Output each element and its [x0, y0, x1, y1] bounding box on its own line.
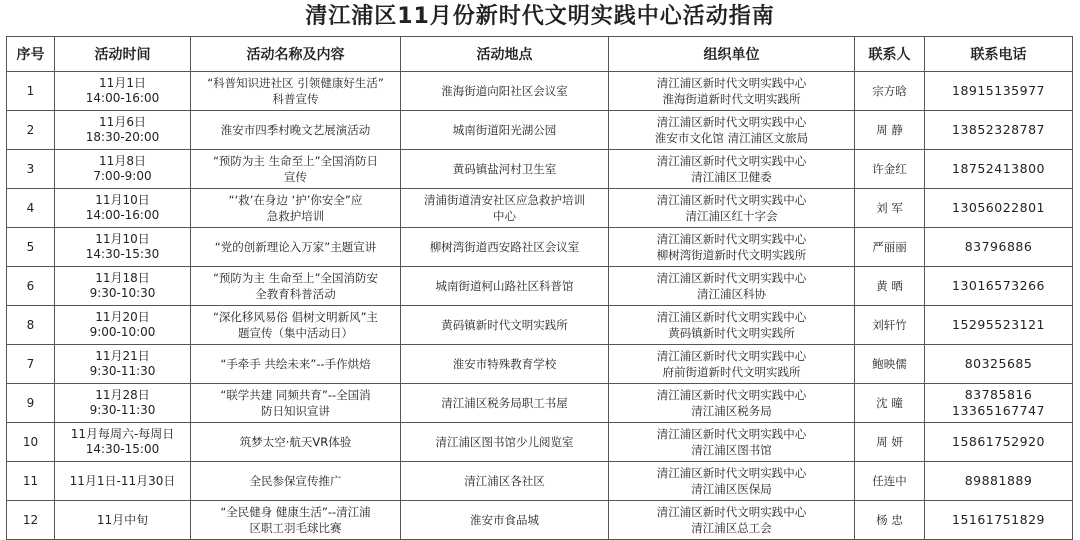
cell-place-line: 黄码镇盐河村卫生室 — [452, 162, 557, 176]
cell-place-line: 城南街道阳光湖公园 — [452, 123, 557, 137]
table-row — [7, 501, 1073, 540]
cell-phone-line: 83785816 — [964, 387, 1033, 402]
cell-phone-line: 89881889 — [964, 473, 1033, 488]
cell-org-line: 清江浦区新时代文明实践中心 — [656, 466, 807, 480]
cell-org — [609, 111, 855, 150]
cell-phone — [925, 462, 1073, 501]
cell-time-line: 9:30-11:30 — [89, 403, 156, 417]
cell-name-line: 全教育科普活动 — [255, 287, 336, 301]
cell-contact: 黄 晒 — [855, 267, 925, 306]
cell-name — [191, 423, 401, 462]
cell-name — [191, 72, 401, 111]
cell-name-line: 科普宣传 — [272, 92, 319, 106]
cell-org — [609, 462, 855, 501]
cell-time-line: 14:30-15:00 — [85, 442, 160, 456]
cell-contact: 许金红 — [855, 150, 925, 189]
cell-time-line: 11月1日 — [99, 76, 146, 90]
cell-name — [191, 384, 401, 423]
cell-name-line: 宣传 — [284, 170, 307, 184]
cell-time-line: 11月20日 — [95, 310, 150, 324]
table-row — [7, 150, 1073, 189]
cell-phone — [925, 501, 1073, 540]
cell-place-line: 清浦街道清安社区应急救护培训 — [424, 193, 585, 207]
cell-name-line: “全民健身 健康生活”--清江浦 — [220, 505, 371, 519]
cell-time-line: 11月21日 — [95, 349, 150, 363]
cell-org-line: 清江浦区卫健委 — [691, 170, 772, 184]
cell-time — [55, 111, 191, 150]
header-place: 活动地点 — [401, 37, 609, 72]
header-contact: 联系人 — [855, 37, 925, 72]
cell-org-line: 清江浦区新时代文明实践中心 — [656, 193, 807, 207]
cell-org-line: 清江浦区税务局 — [691, 404, 772, 418]
header-name: 活动名称及内容 — [191, 37, 401, 72]
table-row — [7, 384, 1073, 423]
cell-place — [401, 189, 609, 228]
cell-name-line: “预防为主 生命至上”全国消防安 — [212, 271, 379, 285]
cell-org-line: 清江浦区新时代文明实践中心 — [656, 388, 807, 402]
cell-time — [55, 423, 191, 462]
header-time: 活动时间 — [55, 37, 191, 72]
table-body — [7, 72, 1073, 540]
cell-phone — [925, 111, 1073, 150]
cell-name-line: 区职工羽毛球比赛 — [249, 521, 342, 535]
table-row — [7, 111, 1073, 150]
cell-no: 11 — [7, 462, 55, 501]
cell-contact: 任连中 — [855, 462, 925, 501]
cell-time — [55, 267, 191, 306]
cell-time-line: 9:30-11:30 — [89, 364, 156, 378]
cell-org-line: 清江浦区总工会 — [691, 521, 772, 535]
cell-org-line: 柳树湾街道新时代文明实践所 — [656, 248, 807, 262]
cell-org — [609, 384, 855, 423]
cell-place — [401, 423, 609, 462]
cell-org — [609, 267, 855, 306]
cell-contact: 周 静 — [855, 111, 925, 150]
table-row — [7, 345, 1073, 384]
cell-org-line: 清江浦区红十字会 — [685, 209, 778, 223]
cell-time-line: 9:30-10:30 — [89, 286, 156, 300]
cell-phone-line: 13056022801 — [952, 200, 1045, 215]
header-row — [7, 37, 1073, 72]
cell-org-line: 清江浦区医保局 — [691, 482, 772, 496]
cell-contact: 刘 军 — [855, 189, 925, 228]
cell-no: 1 — [7, 72, 55, 111]
cell-place-line: 淮安市特殊教育学校 — [452, 357, 557, 371]
header-org: 组织单位 — [609, 37, 855, 72]
cell-time-line: 11月每周六-每周日 — [70, 427, 175, 441]
cell-place — [401, 72, 609, 111]
cell-name — [191, 501, 401, 540]
cell-contact: 刘轩竹 — [855, 306, 925, 345]
cell-name — [191, 345, 401, 384]
cell-time-line: 18:30-20:00 — [85, 130, 160, 144]
cell-phone-line: 15295523121 — [952, 317, 1045, 332]
cell-name — [191, 228, 401, 267]
cell-time — [55, 462, 191, 501]
cell-name-line: 急救护培训 — [266, 209, 325, 223]
cell-place-line: 黄码镇新时代文明实践所 — [441, 318, 568, 332]
cell-time-line: 11月10日 — [95, 193, 150, 207]
cell-place — [401, 267, 609, 306]
cell-time-line: 11月18日 — [95, 271, 150, 285]
cell-time-line: 14:00-16:00 — [85, 208, 160, 222]
cell-place — [401, 384, 609, 423]
cell-place-line: 清江浦区各社区 — [464, 474, 545, 488]
cell-no: 5 — [7, 228, 55, 267]
cell-org — [609, 306, 855, 345]
cell-name — [191, 111, 401, 150]
cell-phone — [925, 72, 1073, 111]
cell-place-line: 清江浦区图书馆少儿阅览室 — [435, 435, 574, 449]
cell-phone-line: 15161751829 — [952, 512, 1045, 527]
cell-name — [191, 306, 401, 345]
activity-table — [6, 36, 1073, 540]
cell-name-line: 筑梦太空·航天VR体验 — [239, 435, 352, 449]
table-row — [7, 423, 1073, 462]
cell-phone-line: 83796886 — [964, 239, 1033, 254]
cell-phone-line: 18915135977 — [952, 83, 1045, 98]
cell-org — [609, 150, 855, 189]
cell-name-line: 全民参保宣传推广 — [249, 474, 342, 488]
cell-org-line: 清江浦区新时代文明实践中心 — [656, 310, 807, 324]
cell-phone — [925, 306, 1073, 345]
cell-phone-line: 13016573266 — [952, 278, 1045, 293]
cell-time-line: 11月8日 — [99, 154, 146, 168]
cell-phone — [925, 384, 1073, 423]
table-row — [7, 228, 1073, 267]
cell-name-line: “‘救’在身边 ‘护’你安全”应 — [228, 193, 363, 207]
cell-time — [55, 501, 191, 540]
cell-time-line: 14:00-16:00 — [85, 91, 160, 105]
cell-place-line: 柳树湾街道西安路社区会议室 — [429, 240, 580, 254]
cell-org-line: 清江浦区新时代文明实践中心 — [656, 349, 807, 363]
cell-place-line: 淮海街道向阳社区会议室 — [441, 84, 568, 98]
table-row — [7, 72, 1073, 111]
cell-phone — [925, 228, 1073, 267]
cell-name-line: “联学共建 同频共育”--全国消 — [220, 388, 371, 402]
cell-no: 7 — [7, 345, 55, 384]
cell-contact: 沈 曈 — [855, 384, 925, 423]
cell-name — [191, 189, 401, 228]
cell-contact: 杨 忠 — [855, 501, 925, 540]
cell-name-line: “预防为主 生命至上”全国消防日 — [212, 154, 379, 168]
cell-time-line: 11月10日 — [95, 232, 150, 246]
cell-time — [55, 384, 191, 423]
cell-org — [609, 72, 855, 111]
cell-place-line: 淮安市食品城 — [470, 513, 539, 527]
cell-phone — [925, 150, 1073, 189]
cell-time — [55, 345, 191, 384]
cell-org-line: 清江浦区科协 — [697, 287, 766, 301]
cell-no: 10 — [7, 423, 55, 462]
cell-time-line: 7:00-9:00 — [93, 169, 152, 183]
cell-place — [401, 150, 609, 189]
cell-name — [191, 462, 401, 501]
cell-no: 12 — [7, 501, 55, 540]
header-no: 序号 — [7, 37, 55, 72]
cell-name-line: “手牵手 共绘未来”--手作烘焙 — [220, 357, 371, 371]
cell-no: 8 — [7, 306, 55, 345]
cell-time — [55, 150, 191, 189]
cell-name-line: 淮安市四季村晚文艺展演活动 — [220, 123, 371, 137]
cell-name — [191, 267, 401, 306]
cell-contact: 严丽丽 — [855, 228, 925, 267]
cell-time-line: 11月28日 — [95, 388, 150, 402]
cell-phone — [925, 189, 1073, 228]
cell-contact: 周 妍 — [855, 423, 925, 462]
cell-name-line: “深化移风易俗 倡树文明新风”主 — [212, 310, 379, 324]
cell-phone-line: 18752413800 — [952, 161, 1045, 176]
table-row — [7, 462, 1073, 501]
cell-time-line: 11月中旬 — [96, 512, 149, 527]
cell-phone — [925, 423, 1073, 462]
cell-name-line: “科普知识进社区 引领健康好生活” — [207, 76, 384, 90]
table-row — [7, 189, 1073, 228]
cell-org-line: 清江浦区新时代文明实践中心 — [656, 154, 807, 168]
table-row — [7, 267, 1073, 306]
cell-place — [401, 228, 609, 267]
cell-time — [55, 189, 191, 228]
cell-no: 2 — [7, 111, 55, 150]
cell-place — [401, 306, 609, 345]
cell-org-line: 淮安市文化馆 清江浦区文旅局 — [654, 131, 809, 145]
cell-org-line: 清江浦区图书馆 — [691, 443, 772, 457]
cell-time — [55, 228, 191, 267]
cell-org — [609, 501, 855, 540]
cell-place-line: 中心 — [493, 209, 516, 223]
cell-contact: 宗方晗 — [855, 72, 925, 111]
cell-name-line: 防日知识宣讲 — [261, 404, 330, 418]
cell-org — [609, 423, 855, 462]
cell-name-line: 题宣传（集中活动日） — [238, 326, 353, 340]
cell-phone — [925, 345, 1073, 384]
cell-org-line: 清江浦区新时代文明实践中心 — [656, 115, 807, 129]
cell-no: 6 — [7, 267, 55, 306]
cell-time — [55, 306, 191, 345]
cell-place — [401, 345, 609, 384]
cell-place — [401, 111, 609, 150]
cell-phone-line: 13852328787 — [952, 122, 1045, 137]
cell-org-line: 淮海街道新时代文明实践所 — [662, 92, 801, 106]
cell-no: 9 — [7, 384, 55, 423]
cell-place-line: 城南街道柯山路社区科普馆 — [435, 279, 574, 293]
page-title: 清江浦区11月份新时代文明实践中心活动指南 — [305, 4, 775, 29]
cell-name — [191, 150, 401, 189]
header-phone: 联系电话 — [925, 37, 1073, 72]
cell-place — [401, 501, 609, 540]
cell-org — [609, 345, 855, 384]
cell-time-line: 11月1日-11月30日 — [69, 473, 176, 488]
cell-place — [401, 462, 609, 501]
cell-org-line: 清江浦区新时代文明实践中心 — [656, 271, 807, 285]
cell-time-line: 14:30-15:30 — [85, 247, 160, 261]
cell-org-line: 黄码镇新时代文明实践所 — [668, 326, 795, 340]
cell-org-line: 清江浦区新时代文明实践中心 — [656, 427, 807, 441]
cell-time-line: 9:00-10:00 — [89, 325, 156, 339]
cell-org — [609, 228, 855, 267]
cell-place-line: 清江浦区税务局职工书屋 — [441, 396, 568, 410]
cell-phone-line: 80325685 — [964, 356, 1033, 371]
cell-org-line: 府前街道新时代文明实践所 — [662, 365, 801, 379]
cell-org-line: 清江浦区新时代文明实践中心 — [656, 76, 807, 90]
cell-phone-line: 13365167747 — [952, 403, 1045, 418]
cell-org — [609, 189, 855, 228]
cell-time — [55, 72, 191, 111]
table-row — [7, 306, 1073, 345]
cell-org-line: 清江浦区新时代文明实践中心 — [656, 505, 807, 519]
cell-time-line: 11月6日 — [99, 115, 146, 129]
cell-no: 4 — [7, 189, 55, 228]
cell-contact: 鲍映儒 — [855, 345, 925, 384]
cell-phone-line: 15861752920 — [952, 434, 1045, 449]
cell-name-line: “党的创新理论入万家”主题宣讲 — [214, 240, 377, 254]
cell-org-line: 清江浦区新时代文明实践中心 — [656, 232, 807, 246]
cell-phone — [925, 267, 1073, 306]
cell-no: 3 — [7, 150, 55, 189]
